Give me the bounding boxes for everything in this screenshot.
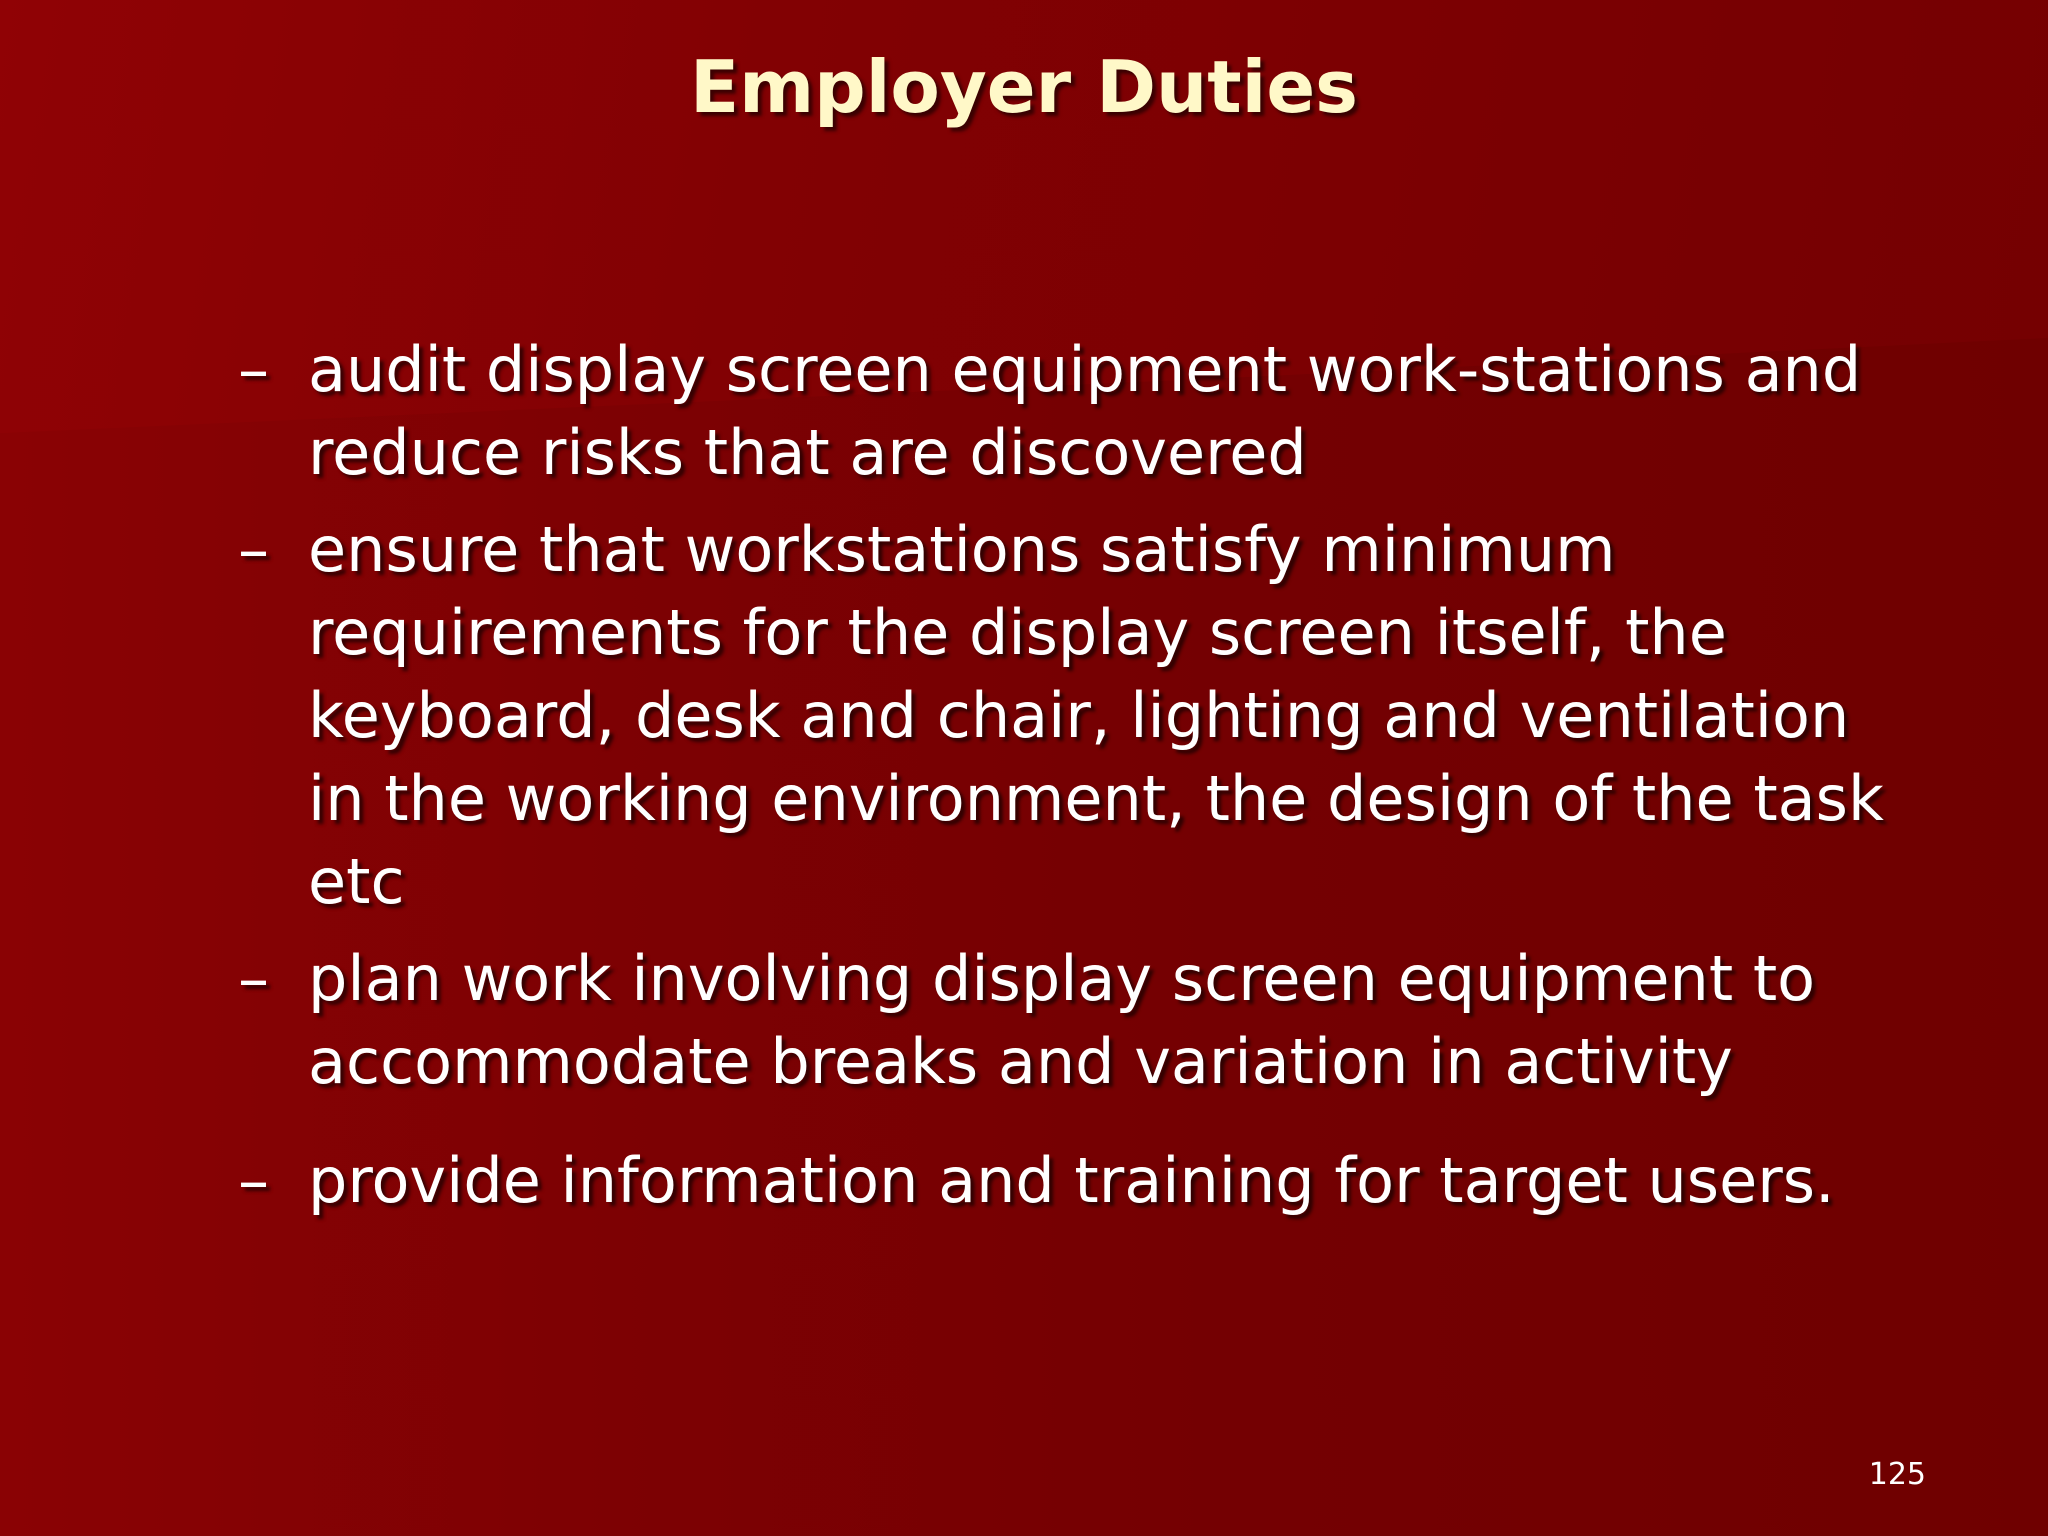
bullet-item [238, 328, 1898, 494]
bullet-item [238, 1139, 1898, 1222]
bullet-text: audit display screen equipment work-stations and reduce risks that are discovered [308, 333, 1862, 489]
dash-bullet-icon: – [238, 333, 269, 406]
bullet-text: plan work involving display screen equipment to accommodate breaks and variation in activity [308, 942, 1816, 1098]
dash-bullet-icon: – [238, 1144, 269, 1217]
page-number: 125 [1868, 1457, 1926, 1492]
bullet-list [238, 328, 1898, 1236]
dash-bullet-icon: – [238, 513, 269, 586]
bullet-item [238, 508, 1898, 923]
bullet-item [238, 937, 1898, 1103]
bullet-text: provide information and training for target users. [308, 1144, 1835, 1217]
slide-title: Employer Duties [689, 45, 1359, 129]
dash-bullet-icon: – [238, 942, 269, 1015]
bullet-text: ensure that workstations satisfy minimum requirements for the display screen itself, the keyboard, desk and chair, lighting and ventilation in the working environment, the design of the task etc [308, 513, 1884, 918]
